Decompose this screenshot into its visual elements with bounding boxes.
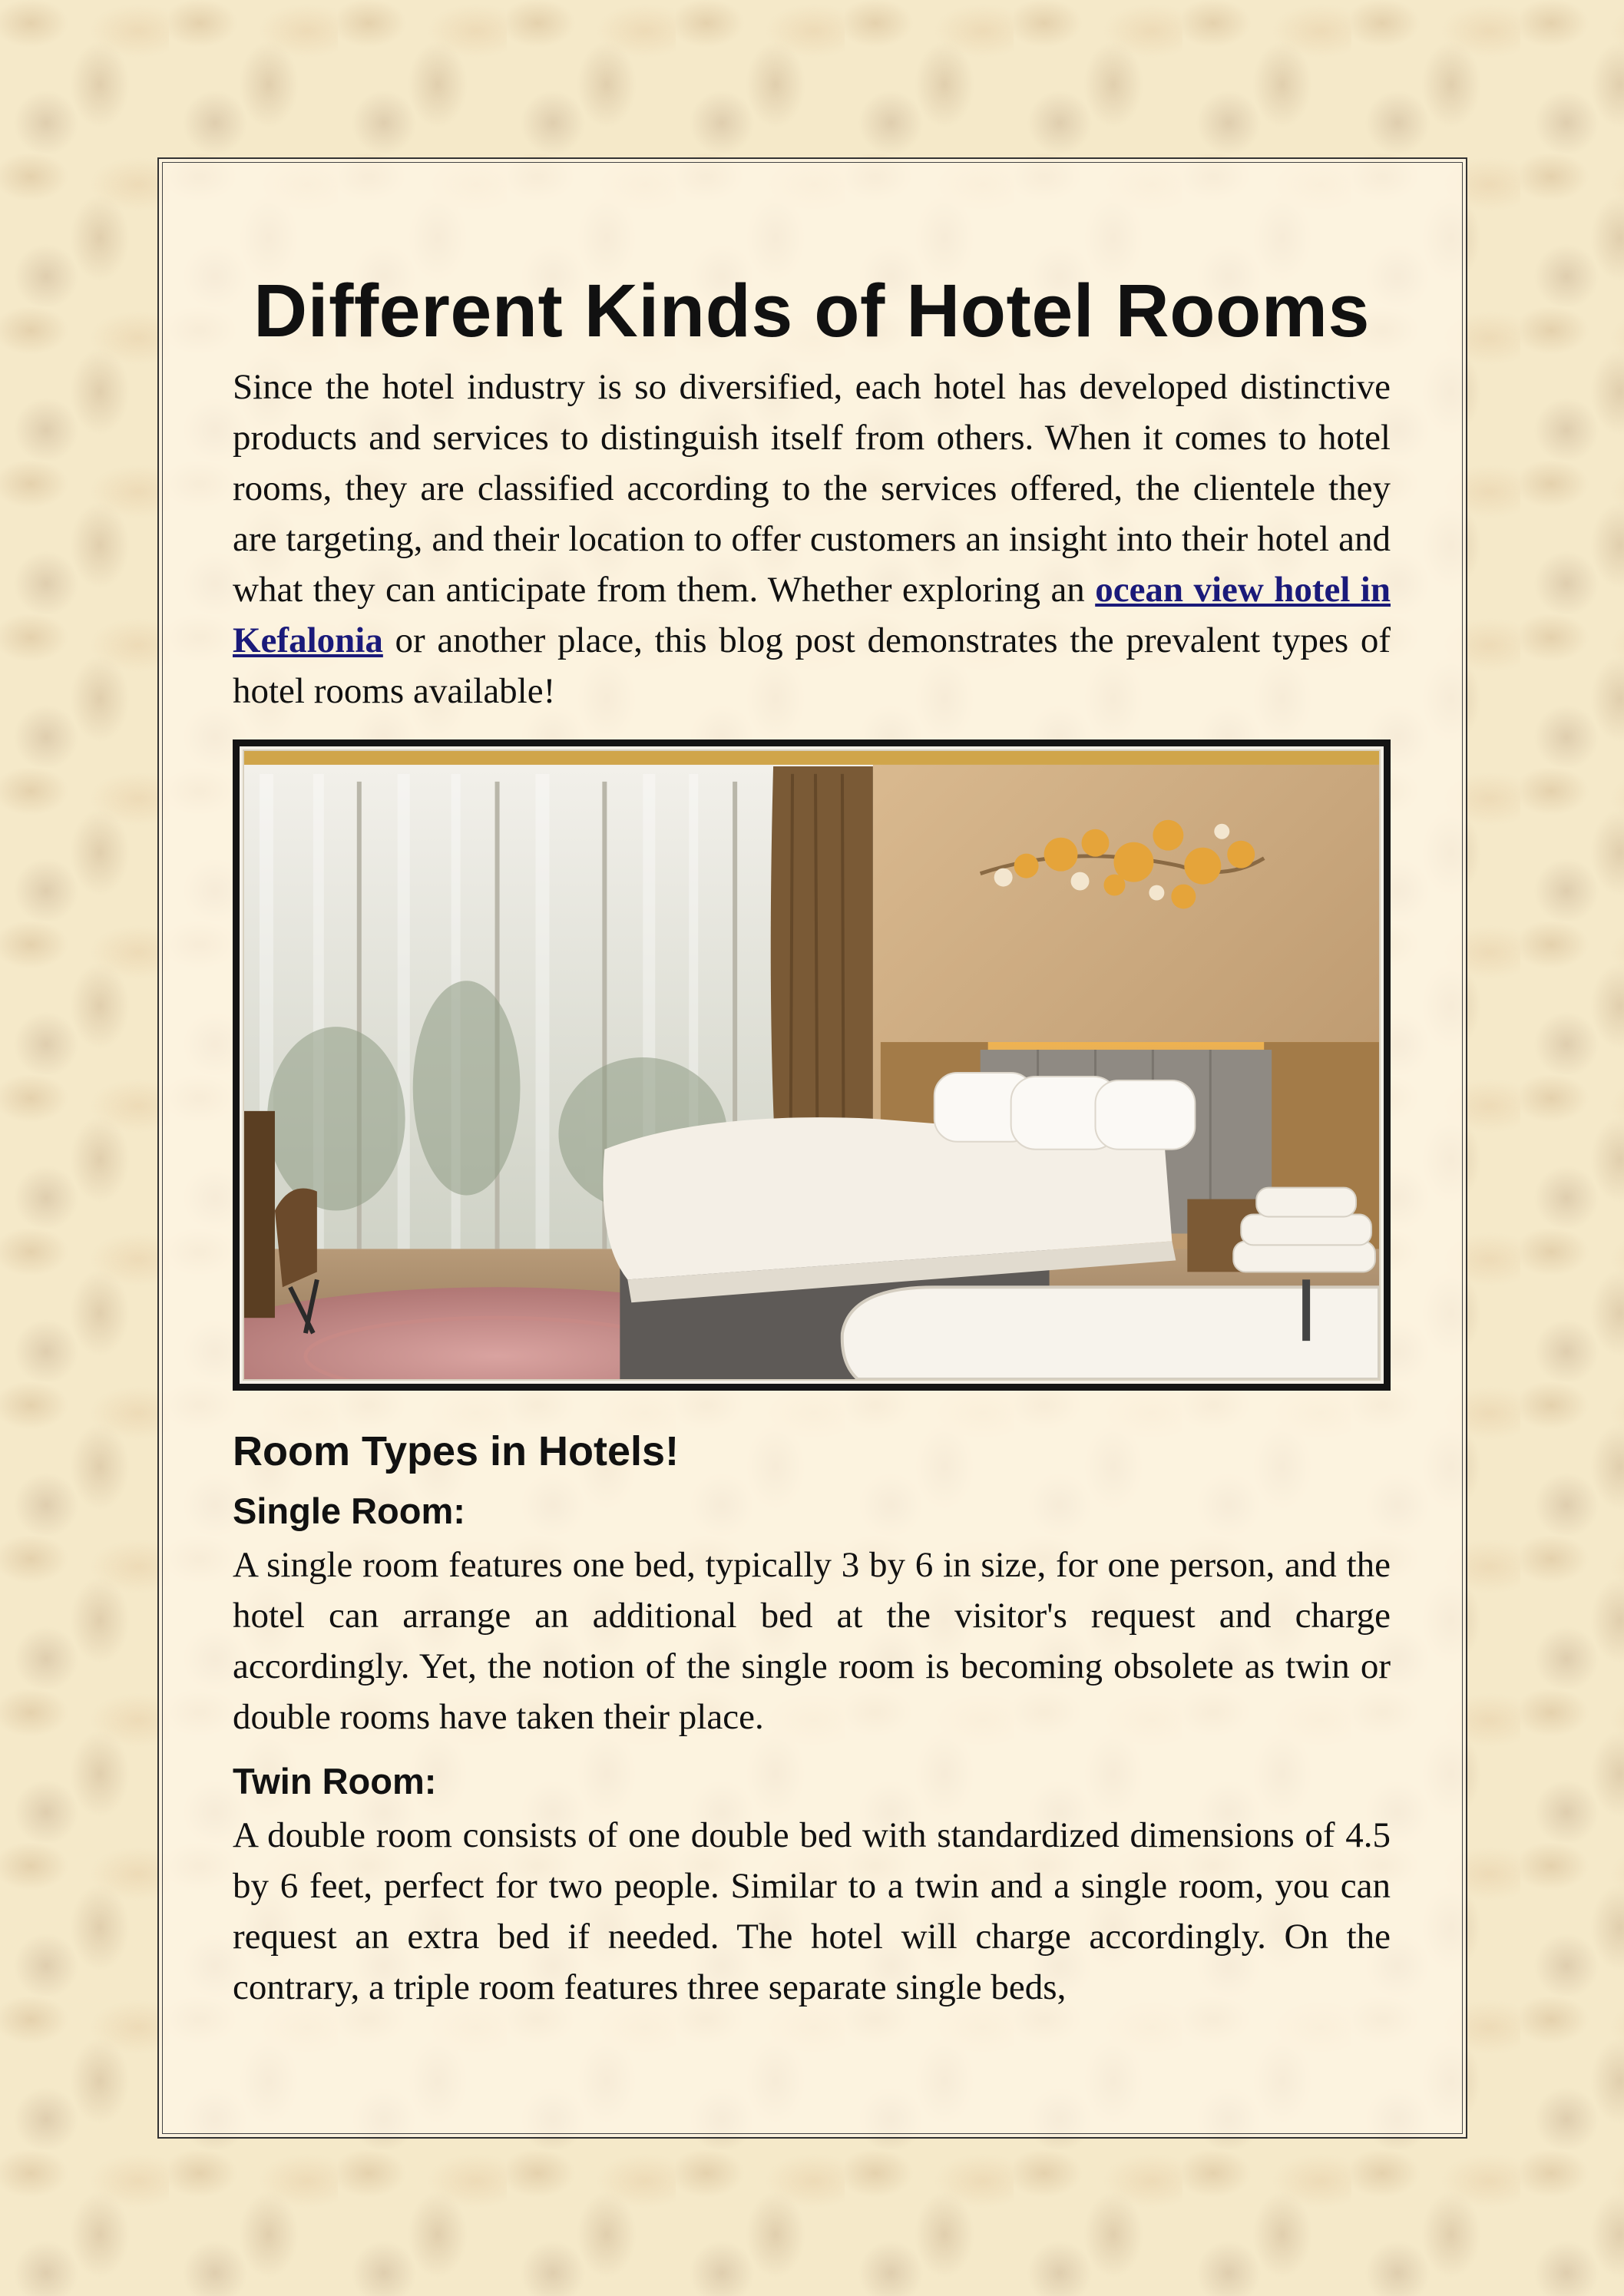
kefalonia-hotel-link[interactable]: ocean view hotel in Kefalonia xyxy=(233,570,1391,660)
twin-room-heading: Twin Room: xyxy=(233,1761,437,1801)
single-room-heading: Single Room: xyxy=(233,1490,465,1531)
intro-paragraph xyxy=(233,362,1391,716)
single-room-paragraph: A single room features one bed, typically 3 by 6 in size, for one person, and the hotel can arrange an additional bed at the visitor's request and charge accordingly. Yet, the notion of the single room is becoming obsolete as twin or double rooms have taken their place. xyxy=(233,1545,1391,1737)
twin-room-paragraph: A double room consists of one double bed with standardized dimensions of 4.5 by 6 feet, perfect for two people. Similar to a twin and a single room, you can request an extra bed if needed. The hotel will charge accordingly. On the contrary, a triple room features three separate single beds, xyxy=(233,1815,1391,2007)
page-title: Different Kinds of Hotel Rooms xyxy=(253,269,1370,352)
hotel-room-photo-frame xyxy=(233,739,1391,1391)
room-types-heading: Room Types in Hotels! xyxy=(233,1428,680,1474)
hotel-room-illustration xyxy=(244,751,1379,1379)
intro-text-start: Since the hotel industry is so diversified, each hotel has developed distinctive products and services to distinguish itself from others. When it comes to hotel rooms, they are classified according to the services offered, the clientele they are targeting, and their location to offer customers an insight into their hotel and what they can anticipate from them. Whether exploring an xyxy=(233,367,1391,610)
hotel-room-photo xyxy=(243,749,1381,1381)
article xyxy=(233,265,1391,2013)
intro-text-end: or another place, this blog post demonstrates the prevalent types of hotel rooms available! xyxy=(233,620,1391,711)
